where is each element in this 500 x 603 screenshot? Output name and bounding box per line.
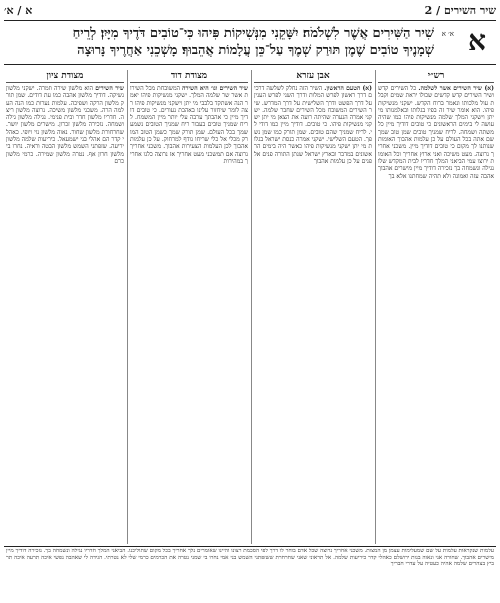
column-body — [378, 85, 494, 180]
column-text: השיר הזה נחלק לשלשה דרכים דרך ראשון לפרש המלות ודרך השני לפרש הענין על דרך הפשט ודרך השלישית על דרך המדרש. שיר השירים המשובח מכל השירים שחבר שלמה. ישקני אמרה הנערה שהיתה רועה את הצאן מי יתן ישקני מנשיקות פיהו. כי טובים. דודיך מיין כמו דודי לי. לריח שמניך שהם טובים. שמן תורק כמו שמן נשפך. הטעם השלישי. ישקני אמרה כנסת ישראל בגלות מי יתן ישקני מנשיקות פיהו כאשר היה בימים הראשונים במדבר ובארץ ישראל שנתן התורה פנים אל פנים על כן עלמות אהבוך — [254, 85, 372, 165]
column-metzudat-david — [130, 70, 248, 544]
verse-number: א׳ א — [441, 30, 454, 38]
column-divider — [375, 70, 376, 544]
column-metzudat-tzion — [6, 70, 124, 544]
column-lead: (א) שיר השירים אשר לשלמה. — [418, 85, 494, 92]
column-lead: שיר השירים — [95, 85, 124, 92]
column-lead: שיר השירים וגו׳ היא השירה — [181, 85, 248, 92]
page-header — [0, 4, 500, 20]
page-marker: א / א׳ — [4, 4, 33, 17]
column-title: מצודת דוד — [130, 70, 248, 83]
chapter-letter: א — [468, 24, 486, 57]
column-ibn-ezra — [254, 70, 372, 544]
column-title: אבן עזרא — [254, 70, 372, 83]
header-rule — [4, 20, 496, 21]
column-lead: (א) הטעם הראשון. — [324, 85, 372, 92]
column-divider — [251, 70, 252, 544]
footnotes: עלמות שנקראות עלמות על שם שמעלימות עצמן מן המצות. משכני אחריך נרוצה שכל אדם בוחר לו דרך לפי הסכמת רצונו והיינו שאומרים נלך אחריך בכל מקום שתוליכנו. הביאני המלך חדריו נגילה ונשמחה בך. נזכירה דודיך מיין מישרים אהבוך. שחורה אני ונאוה בנות ירושלם כאהלי קדר כיריעות שלמה. אל תראוני שאני שחרחרת ששזפתני השמש בני אמי נחרו בי שמני נטרה את הכרמים כרמי שלי לא נטרתי. הגידה לי שאהבה נפשי איכה תרעה איכה תרביץ בצהרים שלמה אהיה כעטיה על עדרי חבריך — [6, 548, 494, 567]
column-rashi — [378, 70, 494, 544]
column-title: מצודת ציון — [6, 70, 124, 83]
column-divider — [127, 70, 128, 544]
notes-rule — [4, 546, 496, 547]
section-title: שיר השירים / 2 — [424, 4, 496, 17]
column-text: המשובחת מכל השירות אשר שר שלמה המלך. ישקני מנשיקות פיהו יאמר הנה אשתקד בלבבי מי יתן וישקני מנשיקות פיהו רצה לומר שיחזור עלינו באהבת נעורים. כי טובים דודיך מיין כי אהבתך ערבה עלי יותר מיין המשמח. לריח שמניך טובים בעבור ריח שמניך הטובים נשמע שמך בכל העולם. שמן תורק שמך כשמן הטוב המורק מכלי אל כלי שריחו נודף למרחוק. על כן עלמות אהבוך לכן העלמות הצעירות אהבוך. משכני אחריך נרוצה אם תמשכני מעט אחריך אז נרוצה כלנו אחריך במהירות — [130, 85, 248, 165]
column-body — [130, 85, 248, 165]
verse-rule — [4, 64, 496, 65]
column-text: כל השירים קדש ושיר השירים קדש קדשים שכולו יראת שמים וקבלת עול מלכותו ונאמר ברוח הקדש. ישקני מנשיקות פיהו. הוא אומר שיר זה בפיו בגלותו ובאלמנותו מי יתן וישקני המלך שלמה מנשיקות פיהו כמו שהיה עושה לי בימים הראשונים כי טובים דודיך מיין כל משתה ושמחה. לריח שמניך טובים שמן טוב שמך שם אתה בכל העולם על כן עלמות אהבוך האומות שנותנו לך מקום כי טובים דודיך מיין. משכני אחריך נרוצה. מעט משיכה ואני ארוץ אחריך וכל האומות ירוצו עמי הביאני המלך חדריו לבית המקדש שלו נגילה ונשמחה בך נזכירה דודיך מיין מישרים אהבוך אהבה עזה ואמונה ולא תהיה שמחתנו אלא בך — [378, 85, 494, 180]
verse-block — [12, 26, 492, 60]
column-title: רש״י — [378, 70, 494, 83]
verse-line-2: שְׁמָנֶיךָ טוֹבִים שֶׁמֶן תּוּרַק שְׁמֶךָ עַל־כֵּן עֲלָמוֹת אֲהֵבוּךָ׃ מָשְׁכֵנִי אַחֲרֶיךָ נָּרוּצָה — [77, 43, 434, 58]
column-text: הוא מלשון שירה וזמרה. ישקני מלשון נשיקה. דודיך מלשון אהבה כמו עת דודים. שמן תורק מלשון הרקה ושפיכה. עלמות נערות כמו הנה העלמה הרה. משכני מלשון משיכה. נרוצה מלשון ריצה. חדריו מלשון חדר ובית פנימי. נגילה מלשון גילה ושמחה. נזכירה מלשון זכרון. מישרים מלשון יושר. שחרחורת מלשון שחור. נאוה מלשון נוי ויופי. כאהלי קדר הם אהלי בני ישמעאל. כיריעות שלמה מלשון יריעה. שזפתני השמש מלשון הבטה וראיה. נחרו בי מלשון חרון אף. נטרה מלשון שמירה. כרמי מלשון כרם — [6, 85, 124, 165]
column-body — [6, 85, 124, 165]
column-body — [254, 85, 372, 165]
verse-line-1: שִׁיר הַשִּׁירִים אֲשֶׁר לִשְׁלֹמֹה׃ יִשָּׁקֵנִי מִנְּשִׁיקוֹת פִּיהוּ כִּי־טוֹבִים דֹּדֶיךָ מִיָּיִן׃ לְרֵיחַ — [72, 26, 434, 41]
